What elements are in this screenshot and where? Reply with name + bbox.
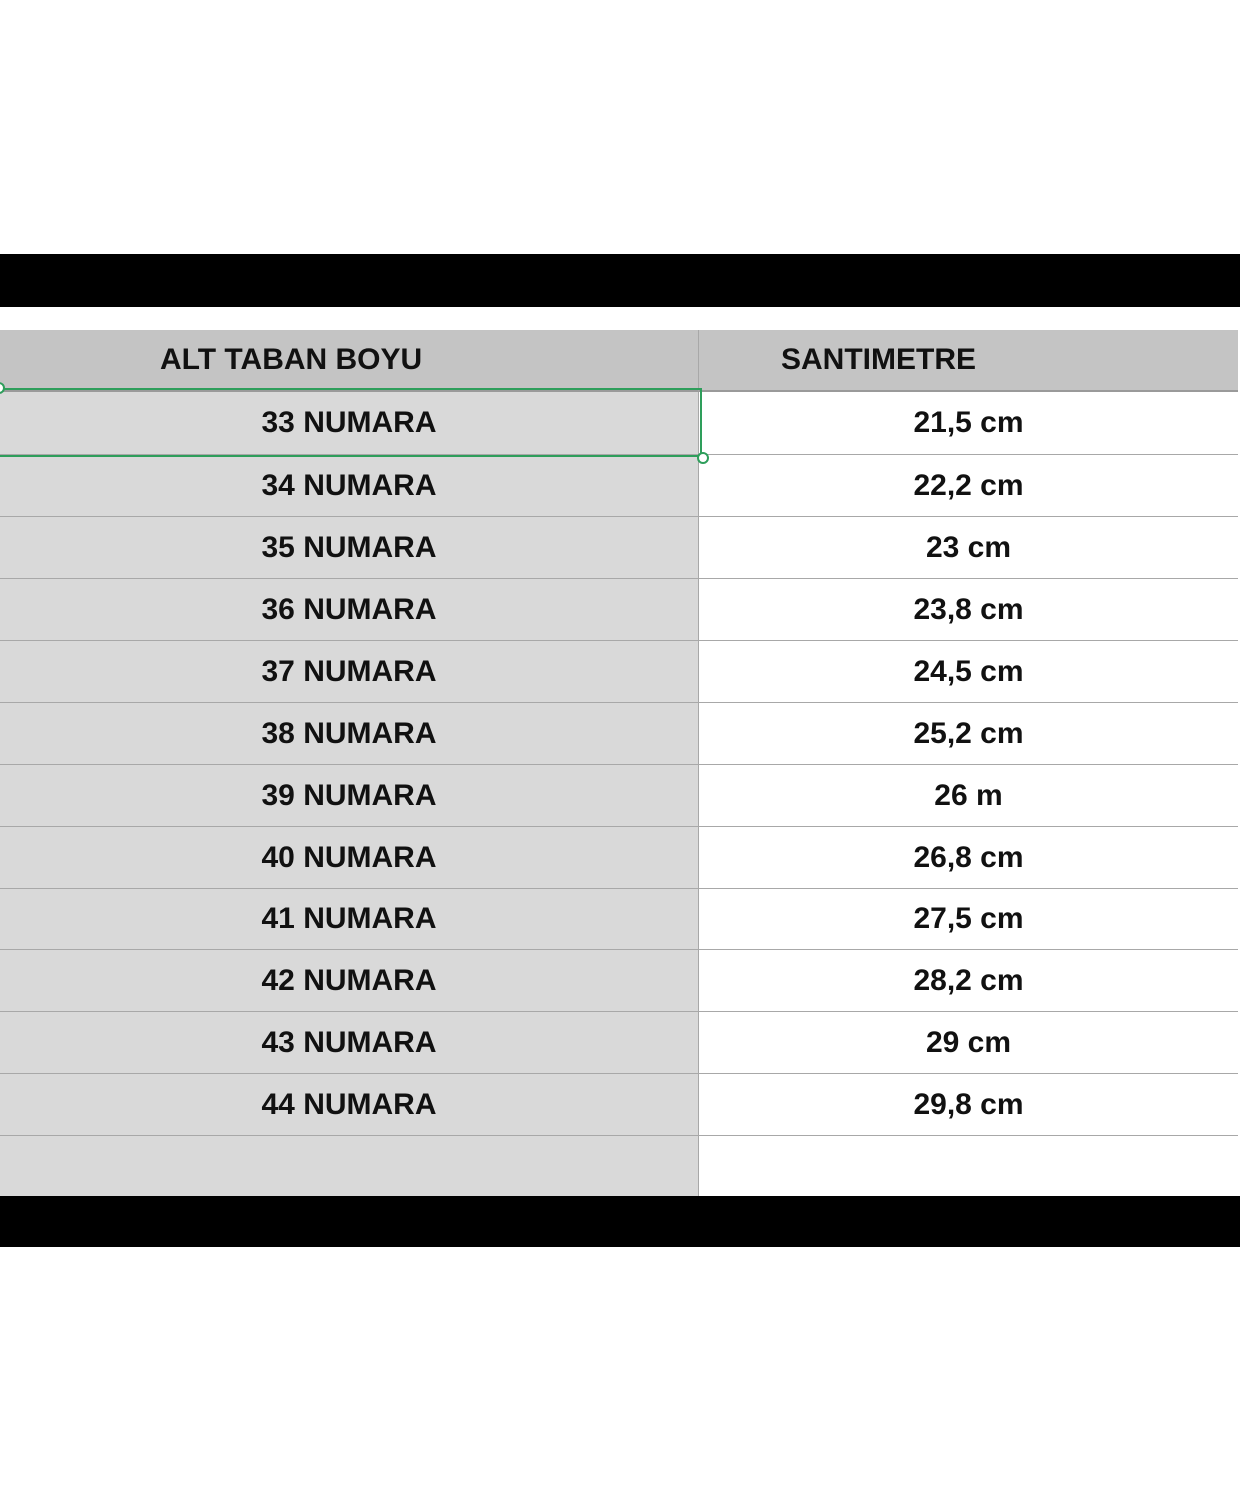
size-label: 37 NUMARA bbox=[261, 654, 437, 688]
size-label: 35 NUMARA bbox=[261, 530, 437, 564]
size-label: 42 NUMARA bbox=[261, 963, 437, 997]
size-cell[interactable] bbox=[0, 579, 699, 641]
size-cell[interactable] bbox=[0, 827, 699, 889]
size-cell[interactable] bbox=[0, 889, 699, 950]
length-value: 22,2 cm bbox=[913, 468, 1024, 502]
header-label: ALT TABAN BOYU bbox=[160, 343, 423, 376]
table-row bbox=[0, 950, 1238, 1012]
length-value: 23,8 cm bbox=[913, 592, 1024, 626]
length-cell[interactable] bbox=[699, 517, 1238, 579]
size-label: 38 NUMARA bbox=[261, 716, 437, 750]
length-value: 26,8 cm bbox=[913, 840, 1024, 874]
size-label: 41 NUMARA bbox=[261, 902, 437, 935]
table-row bbox=[0, 392, 1238, 455]
length-cell[interactable] bbox=[699, 1074, 1238, 1136]
size-cell[interactable] bbox=[0, 392, 699, 455]
size-label: 39 NUMARA bbox=[261, 778, 437, 812]
header-cell-centimeters[interactable] bbox=[699, 330, 1238, 392]
table-row-empty bbox=[0, 1136, 1238, 1196]
selection-fill-handle[interactable] bbox=[697, 452, 709, 464]
size-label: 36 NUMARA bbox=[261, 592, 437, 626]
size-cell[interactable] bbox=[0, 950, 699, 1012]
size-cell-empty[interactable] bbox=[0, 1136, 699, 1196]
length-cell[interactable] bbox=[699, 950, 1238, 1012]
length-value: 24,5 cm bbox=[913, 654, 1024, 688]
size-cell[interactable] bbox=[0, 641, 699, 703]
size-label: 33 NUMARA bbox=[261, 406, 437, 439]
length-cell[interactable] bbox=[699, 579, 1238, 641]
size-cell[interactable] bbox=[0, 1074, 699, 1136]
header-cell-sole-length[interactable] bbox=[0, 330, 699, 392]
size-chart-table bbox=[0, 330, 1238, 1196]
length-value: 27,5 cm bbox=[913, 902, 1024, 935]
size-cell[interactable] bbox=[0, 517, 699, 579]
top-black-bar bbox=[0, 254, 1240, 307]
length-cell[interactable] bbox=[699, 641, 1238, 703]
table-row bbox=[0, 827, 1238, 889]
length-value: 23 cm bbox=[925, 530, 1012, 564]
length-cell[interactable] bbox=[699, 765, 1238, 827]
size-cell[interactable] bbox=[0, 765, 699, 827]
length-cell[interactable] bbox=[699, 827, 1238, 889]
header-row bbox=[0, 330, 1238, 392]
size-cell[interactable] bbox=[0, 703, 699, 765]
length-value: 25,2 cm bbox=[913, 716, 1024, 750]
table-row bbox=[0, 703, 1238, 765]
length-value: 21,5 cm bbox=[913, 406, 1024, 439]
size-label: 34 NUMARA bbox=[261, 468, 437, 502]
header-label: SANTIMETRE bbox=[781, 343, 976, 376]
length-value: 26 m bbox=[934, 778, 1003, 812]
table-row bbox=[0, 579, 1238, 641]
size-label: 40 NUMARA bbox=[261, 840, 437, 874]
length-cell[interactable] bbox=[699, 1012, 1238, 1074]
length-cell[interactable] bbox=[699, 455, 1238, 517]
table-row bbox=[0, 889, 1238, 950]
length-cell-empty[interactable] bbox=[699, 1136, 1238, 1196]
table-row bbox=[0, 455, 1238, 517]
size-cell[interactable] bbox=[0, 1012, 699, 1074]
size-label: 43 NUMARA bbox=[261, 1025, 437, 1059]
size-cell[interactable] bbox=[0, 455, 699, 517]
bottom-black-bar bbox=[0, 1196, 1240, 1247]
table-row bbox=[0, 517, 1238, 579]
length-value: 29 cm bbox=[925, 1025, 1012, 1059]
size-label: 44 NUMARA bbox=[261, 1087, 437, 1121]
length-value: 29,8 cm bbox=[913, 1087, 1024, 1121]
table-row bbox=[0, 1074, 1238, 1136]
length-value: 28,2 cm bbox=[913, 963, 1024, 997]
table-row bbox=[0, 765, 1238, 827]
table-row bbox=[0, 1012, 1238, 1074]
table-row bbox=[0, 641, 1238, 703]
length-cell[interactable] bbox=[699, 392, 1238, 455]
length-cell[interactable] bbox=[699, 889, 1238, 950]
length-cell[interactable] bbox=[699, 703, 1238, 765]
